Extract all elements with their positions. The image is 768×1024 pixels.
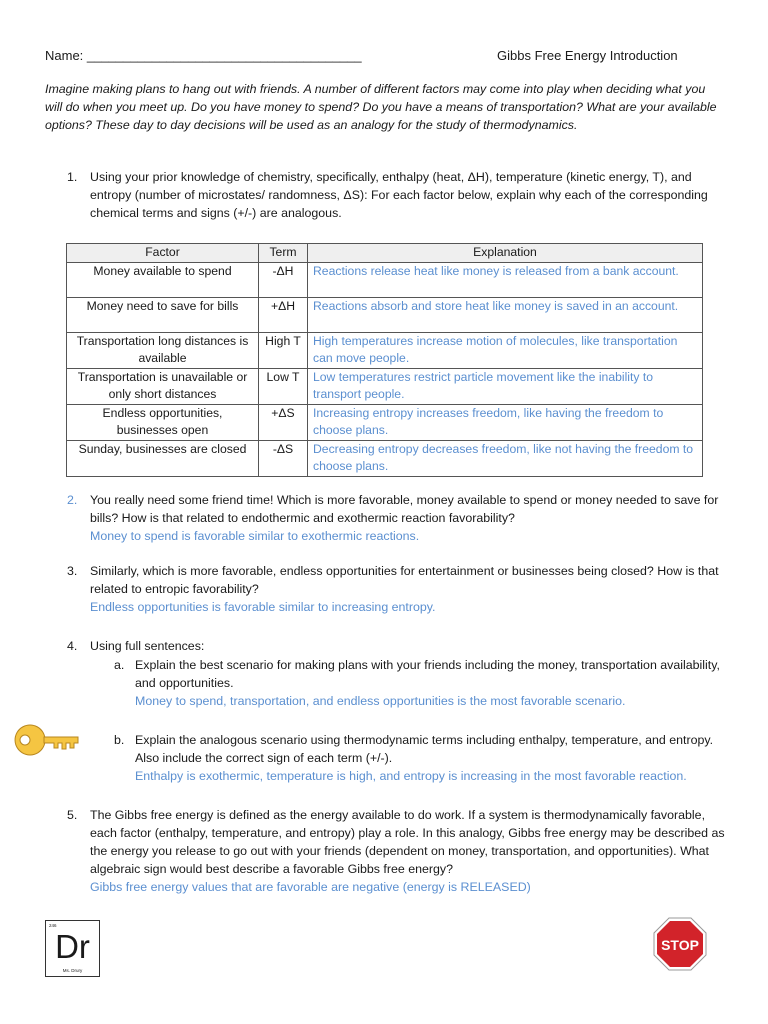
column-header-term: Term <box>259 244 308 263</box>
table-row <box>67 368 703 404</box>
answer-text: Gibbs free energy values that are favorable are negative (energy is RELEASED) <box>90 880 531 894</box>
worksheet-title: Gibbs Free Energy Introduction <box>497 48 678 63</box>
explanation-cell: Increasing entropy increases freedom, like having the freedom to choose plans. <box>308 404 703 440</box>
question-3 <box>67 562 727 616</box>
question-number: 1. <box>67 170 78 184</box>
factor-cell: Money available to spend <box>67 262 259 297</box>
question-1 <box>67 168 727 222</box>
term-cell: -ΔH <box>259 262 308 297</box>
question-text: Using your prior knowledge of chemistry, specifically, enthalpy (heat, ΔH), temperature (kinetic energy, T), and entropy (number of microstates/ randomness, ΔS): For each factor below, explain why each of the corresponding chemical terms and signs (+/-) are analogous. <box>90 170 708 220</box>
table-row <box>67 262 703 297</box>
element-name: Ms. Drury <box>62 968 83 973</box>
atomic-number: 246 <box>49 923 57 928</box>
name-field-label: Name: ______________________________________ <box>45 48 362 63</box>
factor-cell: Endless opportunities, businesses open <box>67 404 259 440</box>
question-number: 2. <box>67 493 78 507</box>
answer-text: Money to spend, transportation, and endless opportunities is the most favorable scenario. <box>135 694 626 708</box>
question-5 <box>67 806 727 896</box>
question-2 <box>67 491 727 545</box>
question-4a <box>114 656 724 710</box>
element-tile-logo <box>45 920 100 977</box>
explanation-cell: Decreasing entropy decreases freedom, like not having the freedom to choose plans. <box>308 440 703 476</box>
column-header-factor: Factor <box>67 244 259 263</box>
factor-cell: Money need to save for bills <box>67 297 259 332</box>
answer-text: Money to spend is favorable similar to exothermic reactions. <box>90 529 420 543</box>
question-number: 3. <box>67 564 78 578</box>
subquestion-text: Explain the best scenario for making plans with your friends including the money, transportation availability, and opportunities. <box>135 658 720 690</box>
table-row <box>67 297 703 332</box>
term-cell: High T <box>259 332 308 368</box>
table-header-row <box>67 244 703 263</box>
question-number: 5. <box>67 808 78 822</box>
factor-cell: Sunday, businesses are closed <box>67 440 259 476</box>
table-row <box>67 440 703 476</box>
question-4 <box>67 637 727 655</box>
question-text: The Gibbs free energy is defined as the energy available to do work. If a system is thermodynamically favorable, each factor (enthalpy, temperature, and entropy) play a role. In this analogy, Gibbs free energy may be described as the energy you release to go out with your friends (dependent on money, transportation, and opportunities). What algebraic sign would best describe a favorable Gibbs free energy? <box>90 808 725 876</box>
question-text: Using full sentences: <box>90 639 205 653</box>
question-text: You really need some friend time! Which is more favorable, money available to spend or money needed to save for bills? How is that related to endothermic and exothermic reaction favorability? <box>90 493 719 525</box>
analogy-table <box>66 243 703 477</box>
factor-cell: Transportation long distances is available <box>67 332 259 368</box>
table-row <box>67 332 703 368</box>
subquestion-text: Explain the analogous scenario using thermodynamic terms including enthalpy, temperature, and entropy. Also include the correct sign of each term (+/-). <box>135 733 714 765</box>
stop-sign-label: STOP <box>661 937 699 953</box>
question-text: Similarly, which is more favorable, endless opportunities for entertainment or businesses being closed? How is that related to entropic favorability? <box>90 564 719 596</box>
explanation-cell: Reactions release heat like money is released from a bank account. <box>308 262 703 297</box>
key-icon <box>12 721 82 759</box>
explanation-cell: High temperatures increase motion of molecules, like transportation can move people. <box>308 332 703 368</box>
answer-text: Enthalpy is exothermic, temperature is high, and entropy is increasing in the most favorable reaction. <box>135 769 687 783</box>
subquestion-letter: a. <box>114 658 125 672</box>
explanation-cell: Reactions absorb and store heat like money is saved in an account. <box>308 297 703 332</box>
term-cell: +ΔS <box>259 404 308 440</box>
intro-paragraph: Imagine making plans to hang out with friends. A number of different factors may come into play when deciding what you will do when you meet up. Do you have money to spend? Do you have a means of transportation? What are your available options? These day to day decisions will be used as an analogy for the study of thermodynamics. <box>45 82 717 132</box>
term-cell: -ΔS <box>259 440 308 476</box>
column-header-explanation: Explanation <box>308 244 703 263</box>
term-cell: +ΔH <box>259 297 308 332</box>
question-number: 4. <box>67 639 78 653</box>
question-4b <box>114 731 724 785</box>
element-symbol: Dr <box>55 928 90 965</box>
explanation-cell: Low temperatures restrict particle movement like the inability to transport people. <box>308 368 703 404</box>
answer-text: Endless opportunities is favorable similar to increasing entropy. <box>90 600 436 614</box>
stop-sign-icon <box>653 917 707 971</box>
subquestion-letter: b. <box>114 733 125 747</box>
table-row <box>67 404 703 440</box>
term-cell: Low T <box>259 368 308 404</box>
factor-cell: Transportation is unavailable or only short distances <box>67 368 259 404</box>
